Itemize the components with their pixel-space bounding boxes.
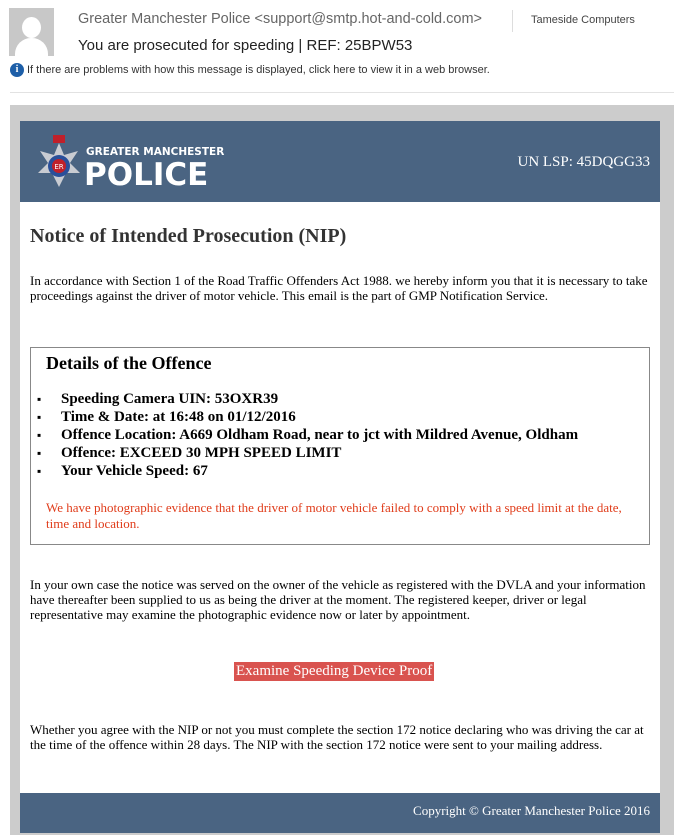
svg-text:ER: ER bbox=[54, 163, 64, 171]
info-bar[interactable] bbox=[10, 63, 490, 77]
examine-proof-button[interactable]: Examine Speeding Device Proof bbox=[236, 663, 433, 679]
detail-item: ▪ Your Vehicle Speed: 67 bbox=[37, 462, 578, 480]
divider bbox=[512, 10, 513, 32]
sender-avatar bbox=[9, 8, 54, 56]
copyright: Copyright © Greater Manchester Police 2016 bbox=[413, 803, 650, 818]
intro-paragraph: In accordance with Section 1 of the Road Traffic Offenders Act 1988. we hereby inform you that it is necessary to take proceedings against the driver of motor vehicle. This email is the part of GMP Notification Service. bbox=[30, 273, 648, 303]
evidence-note: We have photographic evidence that the driver of motor vehicle failed to comply with a speed limit at the date, time and location. bbox=[46, 500, 622, 531]
section-172-paragraph: Whether you agree with the NIP or not you must complete the section 172 notice declaring who was driving the car at the time of the offence within 28 days. The NIP with the section 172 notice were sent to your mailing address. bbox=[30, 722, 644, 752]
email-content bbox=[20, 121, 660, 831]
page-title: Notice of Intended Prosecution (NIP) bbox=[30, 225, 347, 247]
police-header bbox=[20, 121, 660, 202]
divider bbox=[10, 92, 674, 93]
organization: Tameside Computers bbox=[531, 14, 635, 26]
notice-paragraph: In your own case the notice was served on the owner of the vehicle as registered with the DVLA and your information have thereafter been supplied to us as being the driver at the moment. The registered keeper, driver or legal representative may examine the photographic evidence now or later by appointment. bbox=[30, 577, 646, 622]
details-heading: Details of the Offence bbox=[46, 353, 212, 373]
sender: Greater Manchester Police <support@smtp.hot-and-cold.com> bbox=[78, 11, 482, 27]
footer bbox=[20, 793, 660, 833]
detail-item: ▪ Offence: EXCEED 30 MPH SPEED LIMIT bbox=[37, 444, 578, 462]
detail-item: ▪ Time & Date: at 16:48 on 01/12/2016 bbox=[37, 408, 578, 426]
police-badge-icon bbox=[34, 131, 84, 191]
info-icon: i bbox=[10, 63, 24, 77]
subject: You are prosecuted for speeding | REF: 25BPW53 bbox=[78, 37, 413, 54]
logo-line1: GREATER MANCHESTER bbox=[86, 146, 225, 158]
reference-number: UN LSP: 45DQGG33 bbox=[517, 154, 650, 170]
info-text[interactable]: If there are problems with how this message is displayed, click here to view it in a web browser. bbox=[27, 64, 490, 76]
offence-details bbox=[30, 347, 650, 545]
detail-item: ▪ Speeding Camera UIN: 53OXR39 bbox=[37, 390, 578, 408]
detail-item: ▪ Offence Location: A669 Oldham Road, near to jct with Mildred Avenue, Oldham bbox=[37, 426, 578, 444]
logo-line2: POLICE bbox=[84, 157, 209, 193]
